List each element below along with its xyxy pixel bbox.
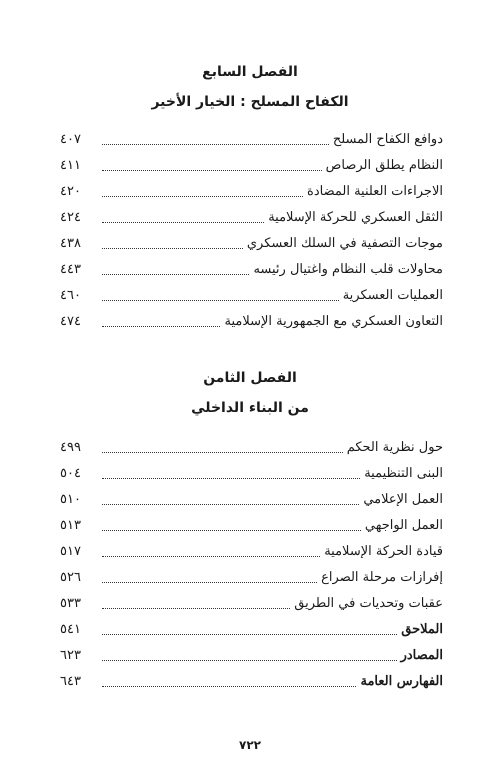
dot-leader [102,556,320,557]
toc-entry-label: الاجراءات العلنية المضادة [307,184,443,199]
page-number: ٧٢٢ [239,738,261,752]
chapter-title: الفصل الثامن [203,370,297,386]
dot-leader [102,634,397,635]
toc-entry-page: ٥٠٤ [60,466,81,481]
toc-entry-page: ٦٤٣ [60,674,81,689]
dot-leader [102,686,356,687]
chapter-subtitle: من البناء الداخلي [191,400,309,416]
toc-entry[interactable] [60,148,443,174]
toc-entry-page: ٥٣٣ [60,596,81,611]
toc-entry[interactable] [60,430,443,456]
toc-entry[interactable] [60,508,443,534]
toc-entry-label: عقبات وتحديات في الطريق [294,596,443,611]
toc-entry-label: دوافع الكفاح المسلح [332,132,443,147]
toc-entry-label: موجات التصفية في السلك العسكري [246,236,443,251]
toc-entry-label: الملاحق [401,622,443,637]
toc-entry[interactable] [60,252,443,278]
dot-leader [102,608,290,609]
toc-entry-page: ٤٢٠ [60,184,81,199]
dot-leader [102,478,360,479]
toc-entry-page: ٤٠٧ [60,132,81,147]
toc-entry-label: قيادة الحركة الإسلامية [324,544,443,559]
toc-entry-label: المصادر [400,648,443,663]
dot-leader [102,504,359,505]
toc-entry[interactable] [60,560,443,586]
dot-leader [102,326,220,327]
chapter-subtitle: الكفاح المسلح : الخيار الأخير [151,94,349,110]
toc-entry[interactable] [60,226,443,252]
toc-entry-label: الفهارس العامة [360,674,443,689]
dot-leader [102,222,264,223]
toc-entry[interactable] [60,278,443,304]
dot-leader [102,452,343,453]
dot-leader [102,170,322,171]
toc-entry-page: ٥٤١ [60,622,81,637]
toc-entry-label: البنى التنظيمية [364,466,443,481]
toc-entry-page: ٤١١ [60,158,81,173]
toc-entry-label: حول نظرية الحكم [346,440,443,455]
toc-entry-appendices[interactable] [60,612,443,638]
dot-leader [102,248,243,249]
chapter-8-entries [60,430,443,690]
toc-entry-page: ٦٢٣ [60,648,81,663]
dot-leader [102,300,339,301]
toc-entry[interactable] [60,304,443,330]
toc-entry-label: التعاون العسكري مع الجمهورية الإسلامية [224,314,443,329]
toc-entry-page: ٤٩٩ [60,440,81,455]
chapter-title: الفصل السابع [202,64,298,80]
toc-entry-page: ٥١٣ [60,518,81,533]
toc-entry[interactable] [60,534,443,560]
toc-entry-page: ٥٢٦ [60,570,81,585]
dot-leader [102,144,329,145]
toc-entry[interactable] [60,456,443,482]
dot-leader [102,660,397,661]
toc-entry-page: ٤٣٨ [60,236,81,251]
toc-entry-page: ٤٧٤ [60,314,81,329]
toc-entry-page: ٥١٠ [60,492,81,507]
toc-entry-label: محاولات قلب النظام واغتيال رئيسه [253,262,443,277]
toc-entry-label: العمليات العسكرية [342,288,443,303]
toc-entry-label: العمل الواجهي [364,518,443,533]
toc-entry-label: إفرازات مرحلة الصراع [321,570,443,585]
dot-leader [102,530,361,531]
toc-entry-label: العمل الإعلامي [363,492,443,507]
toc-entry-page: ٤٦٠ [60,288,81,303]
dot-leader [102,196,303,197]
chapter-8-heading [0,368,500,418]
toc-entry-label: النظام يطلق الرصاص [325,158,443,173]
chapter-7-heading [0,62,500,112]
toc-entry-indexes[interactable] [60,664,443,690]
toc-entry[interactable] [60,200,443,226]
toc-entry-page: ٤٢٤ [60,210,81,225]
toc-entry[interactable] [60,174,443,200]
toc-entry-page: ٥١٧ [60,544,81,559]
toc-entry[interactable] [60,586,443,612]
toc-entry-sources[interactable] [60,638,443,664]
toc-entry-page: ٤٤٣ [60,262,81,277]
toc-entry[interactable] [60,482,443,508]
chapter-7-entries [60,122,443,330]
toc-entry[interactable] [60,122,443,148]
dot-leader [102,582,317,583]
dot-leader [102,274,249,275]
toc-entry-label: الثقل العسكري للحركة الإسلامية [268,210,443,225]
